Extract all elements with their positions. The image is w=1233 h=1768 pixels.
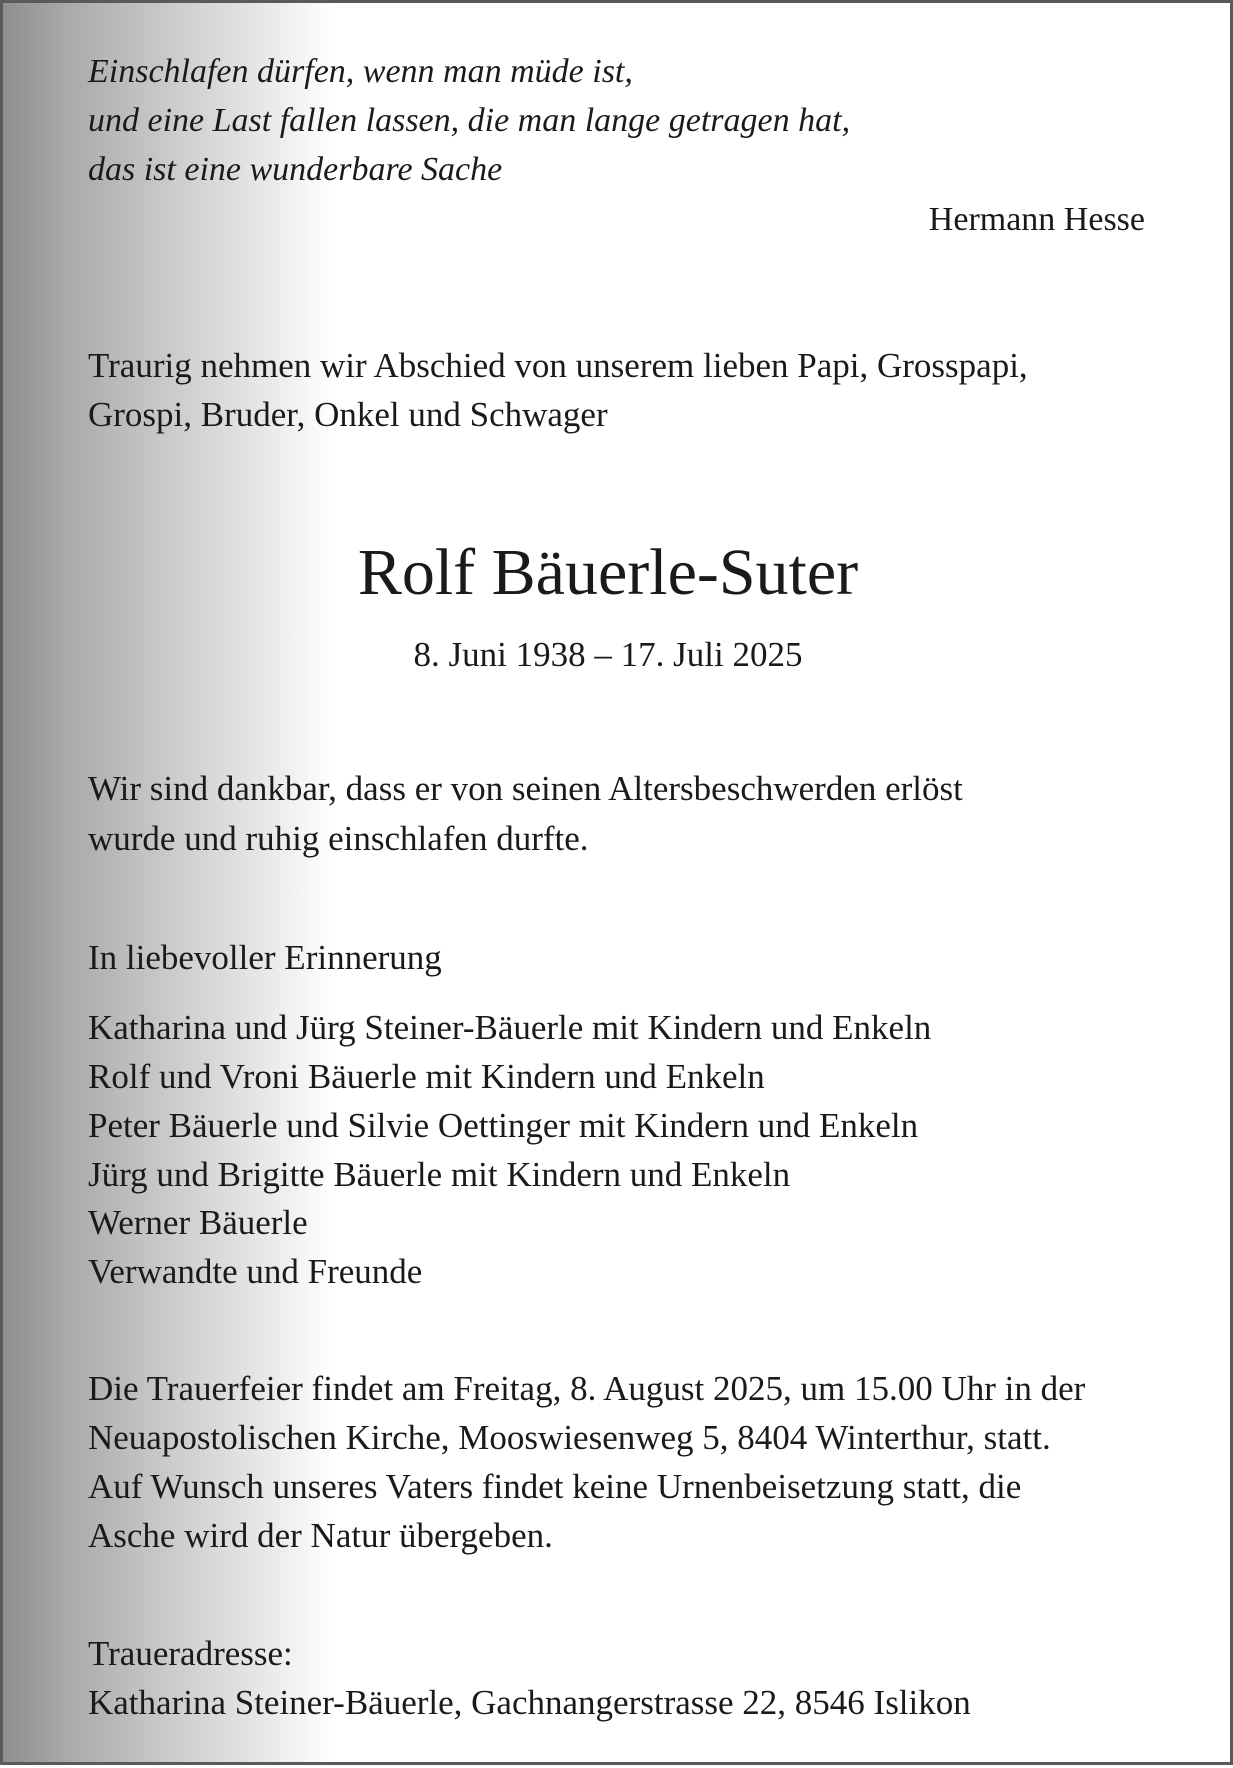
- intro-line: Grospi, Bruder, Onkel und Schwager: [88, 395, 608, 434]
- mourner-item: Katharina und Jürg Steiner-Bäuerle mit Kindern und Enkeln: [88, 1008, 932, 1047]
- mourner-item: Rolf und Vroni Bäuerle mit Kindern und Enkeln: [88, 1057, 765, 1096]
- quote-line: das ist eine wunderbare Sache: [88, 151, 503, 188]
- mourner-item: Jürg und Brigitte Bäuerle mit Kindern und Enkeln: [88, 1155, 791, 1194]
- gratitude-line: wurde und ruhig einschlafen durfte.: [88, 819, 589, 858]
- mourner-item: Peter Bäuerle und Silvie Oettinger mit Kindern und Enkeln: [88, 1106, 919, 1145]
- deceased-name: Rolf Bäuerle-Suter: [357, 536, 859, 609]
- quote-line: Einschlafen dürfen, wenn man müde ist,: [88, 53, 633, 90]
- gratitude-line: Wir sind dankbar, dass er von seinen Altersbeschwerden erlöst: [88, 769, 963, 808]
- memory-heading: In liebevoller Erinnerung: [88, 938, 442, 977]
- quote-line: und eine Last fallen lassen, die man lange getragen hat,: [88, 102, 851, 139]
- ceremony-line: Asche wird der Natur übergeben.: [88, 1516, 553, 1555]
- mourner-item: Verwandte und Freunde: [88, 1252, 423, 1291]
- life-dates: 8. Juni 1938 – 17. Juli 2025: [413, 635, 803, 674]
- ceremony-line: Die Trauerfeier findet am Freitag, 8. August 2025, um 15.00 Uhr in der: [88, 1369, 1086, 1408]
- intro-line: Traurig nehmen wir Abschied von unserem lieben Papi, Grosspapi,: [88, 346, 1028, 385]
- obituary-content: [88, 3, 1183, 1768]
- address-line: Katharina Steiner-Bäuerle, Gachnangerstrasse 22, 8546 Islikon: [88, 1683, 971, 1722]
- ceremony-line: Auf Wunsch unseres Vaters findet keine Urnenbeisetzung statt, die: [88, 1467, 1022, 1506]
- ceremony-line: Neuapostolischen Kirche, Mooswiesenweg 5, 8404 Winterthur, statt.: [88, 1418, 1051, 1457]
- mourner-item: Werner Bäuerle: [88, 1203, 308, 1242]
- quote-author: Hermann Hesse: [928, 201, 1145, 238]
- address-heading: Traueradresse:: [88, 1634, 293, 1673]
